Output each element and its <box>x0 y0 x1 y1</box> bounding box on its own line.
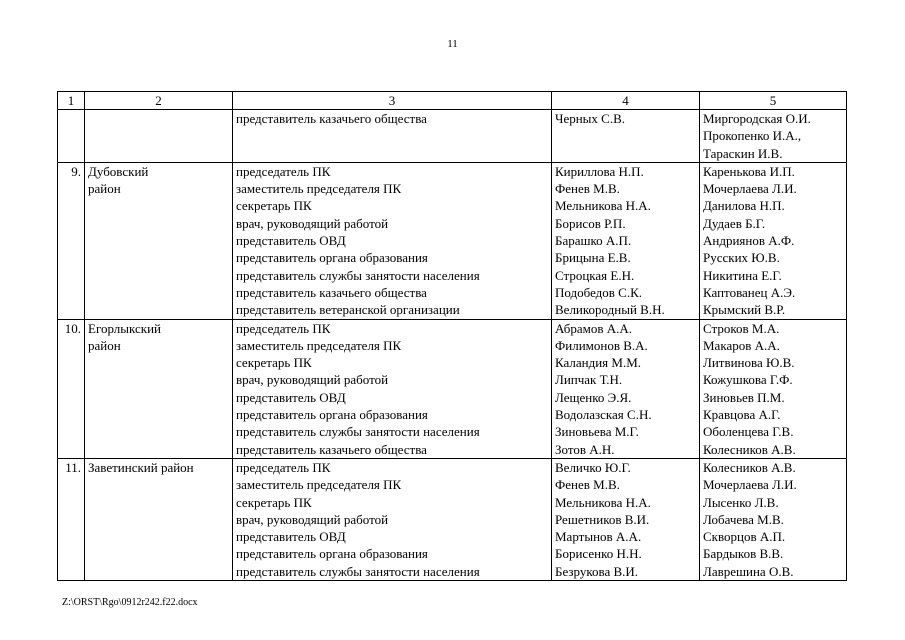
header-cell-3: 3 <box>233 92 552 110</box>
reserve-name: Данилова Н.П. <box>703 198 785 214</box>
district-cell <box>85 319 233 458</box>
member-name: Брицына Е.В. <box>555 250 631 266</box>
role-name: представитель службы занятости населения <box>236 267 480 283</box>
reserve-name: Строков М.А. <box>703 320 780 336</box>
header-cell-4: 4 <box>552 92 700 110</box>
role-name: заместитель председателя ПК <box>236 477 402 493</box>
district-cell <box>85 458 233 580</box>
reserve-name: Андриянов А.Ф. <box>703 233 795 249</box>
reserve-cell <box>700 110 847 163</box>
reserve-name: Макаров А.А. <box>703 337 780 353</box>
header-cell-2: 2 <box>85 92 233 110</box>
member-name: Лещенко Э.Я. <box>555 389 632 405</box>
reserve-name: Скворцов А.П. <box>703 529 786 545</box>
reserve-name: Лобачева М.В. <box>703 511 784 527</box>
member-name: Строцкая Е.Н. <box>555 267 635 283</box>
reserve-name: Никитина Е.Г. <box>703 267 782 283</box>
district-name: район <box>88 337 121 353</box>
district-name: район <box>88 181 121 197</box>
header-cell-1: 1 <box>58 92 85 110</box>
row-number-cell: 10. <box>58 319 85 458</box>
district-row <box>58 319 847 458</box>
reserve-name: Лысенко Л.В. <box>703 494 779 510</box>
role-cell: представитель казачьего общества <box>233 110 552 163</box>
reserve-cell <box>700 458 847 580</box>
header-cell-5: 5 <box>700 92 847 110</box>
row-number-cell: 9. <box>58 162 85 319</box>
row-number-cell: 11. <box>58 458 85 580</box>
member-name: Фенев М.В. <box>555 181 620 197</box>
role-name: представитель ветеранской организации <box>236 302 460 318</box>
role-name: секретарь ПК <box>236 494 312 510</box>
role-cell <box>233 162 552 319</box>
reserve-name: Литвинова Ю.В. <box>703 355 795 371</box>
role-cell <box>233 319 552 458</box>
member-name: Борисенко Н.Н. <box>555 546 642 562</box>
district-cell <box>85 110 233 163</box>
role-name: представитель ОВД <box>236 389 346 405</box>
district-cell <box>85 162 233 319</box>
member-name: Подобедов С.К. <box>555 284 643 300</box>
member-name: Каландия М.М. <box>555 355 642 371</box>
member-name: Липчак Т.Н. <box>555 372 623 388</box>
role-name: представитель ОВД <box>236 233 346 249</box>
role-name: представитель службы занятости населения <box>236 424 480 440</box>
reserve-name: Колесников А.В. <box>703 441 796 457</box>
member-name: Мартынов А.А. <box>555 529 642 545</box>
role-name: представитель казачьего общества <box>236 284 427 300</box>
reserve-name: Оболенцева Г.В. <box>703 424 794 440</box>
reserve-name: Тараскин И.В. <box>703 145 783 161</box>
reserve-name: Кравцова А.Г. <box>703 407 781 423</box>
reserve-name: Зиновьев П.М. <box>703 389 785 405</box>
member-name: Борисов Р.П. <box>555 215 626 231</box>
member-name: Безрукова В.И. <box>555 563 639 579</box>
role-name: председатель ПК <box>236 163 331 179</box>
role-name: заместитель председателя ПК <box>236 181 402 197</box>
reserve-name: Крымский В.Р. <box>703 302 786 318</box>
page-number: 11 <box>447 38 458 50</box>
role-name: заместитель председателя ПК <box>236 337 402 353</box>
reserve-name: Дудаев Б.Г. <box>703 215 766 231</box>
role-name: представитель органа образования <box>236 407 428 423</box>
district-name: Егорлыкский <box>88 320 161 336</box>
member-cell: Черных С.В. <box>552 110 700 163</box>
member-name: Абрамов А.А. <box>555 320 633 336</box>
row-number-cell <box>58 110 85 163</box>
reserve-name: Каптованец А.Э. <box>703 284 796 300</box>
role-name: врач, руководящий работой <box>236 215 389 231</box>
reserve-name: Миргородская О.И. <box>703 111 811 126</box>
role-name: председатель ПК <box>236 459 331 475</box>
role-name: представитель казачьего общества <box>236 441 427 457</box>
role-cell <box>233 458 552 580</box>
member-name: Фенев М.В. <box>555 477 620 493</box>
reserve-cell <box>700 162 847 319</box>
role-name: председатель ПК <box>236 320 331 336</box>
member-cell <box>552 162 700 319</box>
role-name: врач, руководящий работой <box>236 372 389 388</box>
member-cell <box>552 319 700 458</box>
reserve-name: Прокопенко И.А., <box>703 128 802 144</box>
member-name: Барашко А.П. <box>555 233 632 249</box>
member-name: Решетников В.И. <box>555 511 650 527</box>
reserve-name: Мочерлаева Л.И. <box>703 181 797 197</box>
member-name: Мельникова Н.А. <box>555 198 651 214</box>
district-row <box>58 458 847 580</box>
reserve-name: Мочерлаева Л.И. <box>703 477 797 493</box>
member-name: Зотов А.Н. <box>555 441 615 457</box>
member-cell <box>552 458 700 580</box>
member-name: Зиновьева М.Г. <box>555 424 639 440</box>
member-name: Кириллова Н.П. <box>555 163 644 179</box>
member-name: Величко Ю.Г. <box>555 459 631 475</box>
reserve-name: Лаврешина О.В. <box>703 563 794 579</box>
district-row <box>58 162 847 319</box>
reserve-name: Бардыков В.В. <box>703 546 784 562</box>
member-name: Филимонов В.А. <box>555 337 648 353</box>
role-name: представитель службы занятости населения <box>236 563 480 579</box>
commission-table <box>57 91 847 581</box>
reserve-cell <box>700 319 847 458</box>
member-name: Великородный В.Н. <box>555 302 665 318</box>
reserve-name: Каренькова И.П. <box>703 163 795 179</box>
district-name: Дубовский <box>88 163 149 179</box>
role-name: врач, руководящий работой <box>236 511 389 527</box>
file-path-footer: Z:\ORST\Rgo\0912r242.f22.docx <box>62 597 198 608</box>
reserve-name: Кожушкова Г.Ф. <box>703 372 793 388</box>
reserve-name: Колесников А.В. <box>703 459 796 475</box>
role-name: представитель органа образования <box>236 250 428 266</box>
role-name: секретарь ПК <box>236 198 312 214</box>
member-name: Водолазская С.Н. <box>555 407 652 423</box>
reserve-name: Русских Ю.В. <box>703 250 780 266</box>
role-name: представитель органа образования <box>236 546 428 562</box>
header-row <box>58 92 847 110</box>
district-name: Заветинский район <box>88 459 194 475</box>
continuation-row <box>58 110 847 163</box>
member-name: Мельникова Н.А. <box>555 494 651 510</box>
role-name: секретарь ПК <box>236 355 312 371</box>
role-name: представитель ОВД <box>236 529 346 545</box>
